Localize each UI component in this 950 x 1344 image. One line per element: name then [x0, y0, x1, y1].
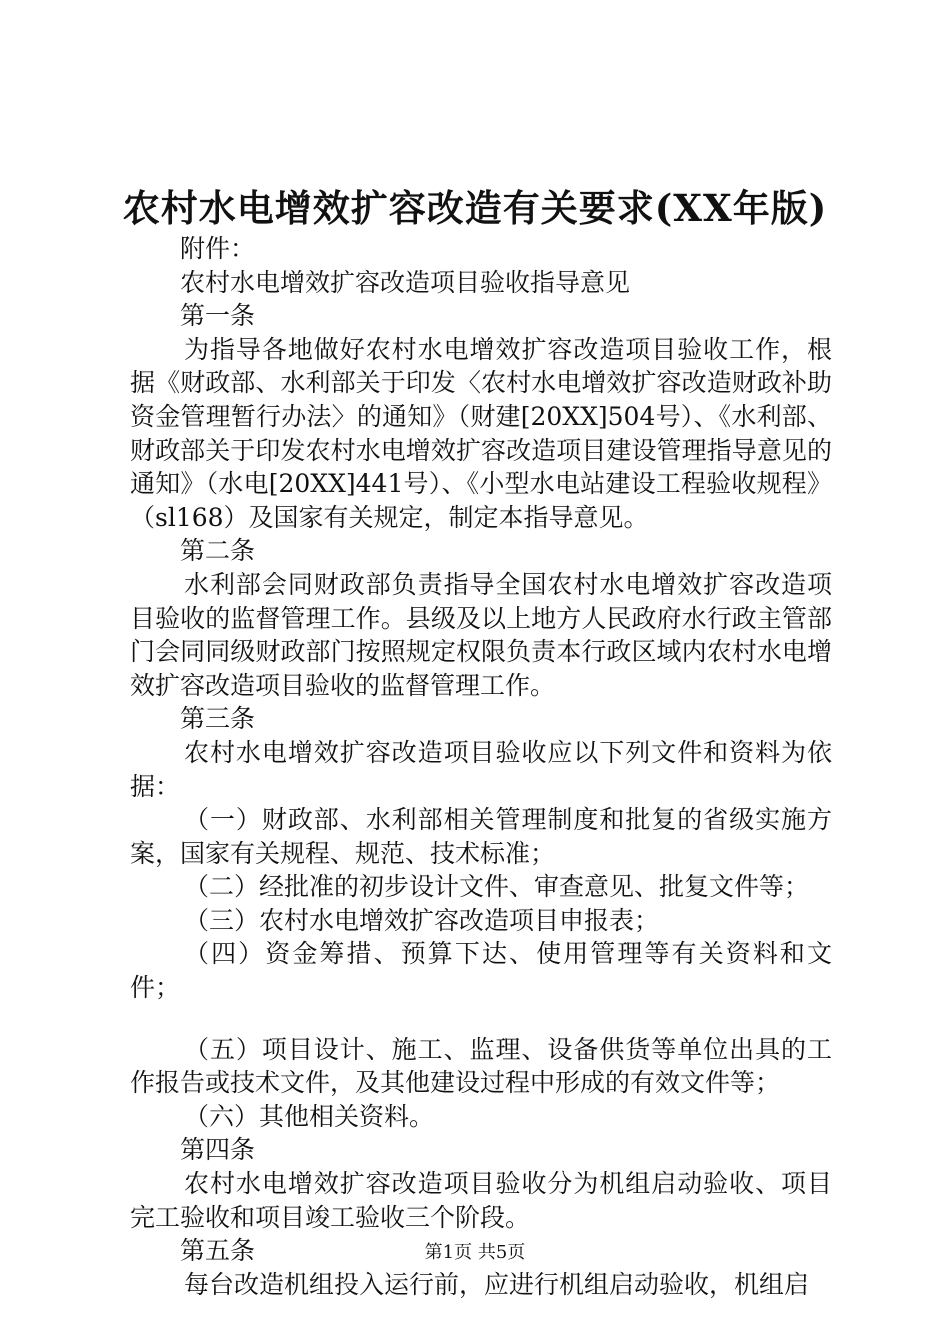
paragraph-article-2: 水利部会同财政部负责指导全国农村水电增效扩容改造项目验收的监督管理工作。县级及以上地方人民政府水行政主管部门会同同级财政部门按照规定权限负责本行政区域内农村水电增效扩容改造项目验收的监督管理工作。 — [130, 569, 832, 700]
paragraph-attachment-label: 附件： — [180, 234, 256, 263]
list-item-5: （五）项目设计、施工、监理、设备供货等单位出具的工作报告或技术文件，及其他建设过程中形成的有效文件等； — [130, 1034, 832, 1098]
article-heading-4: 第四条 — [180, 1135, 256, 1165]
document-body — [130, 232, 832, 1301]
list-item-3: （三）农村水电增效扩容改造项目申报表； — [184, 905, 660, 935]
list-item-1: （一）财政部、水利部相关管理制度和批复的省级实施方案，国家有关规程、规范、技术标准； — [130, 805, 832, 868]
paragraph-article-5: 每台改造机组投入运行前，应进行机组启动验收，机组启 — [184, 1269, 810, 1299]
article-heading-5: 第五条 — [180, 1236, 256, 1266]
paragraph-article-1: 为指导各地做好农村水电增效扩容改造项目验收工作，根据《财政部、水利部关于印发〈农村水电增效扩容改造财政补助资金管理暂行办法〉的通知》（财建[20XX]504号）、《水利部、财政部关于印发农村水电增效扩容改造项目建设管理指导意见的通知》（水电[20XX]441号）、《小型水电站建设工程验收规程》（sl168）及国家有关规定，制定本指导意见。 — [130, 334, 832, 532]
list-item-4: （四）资金筹措、预算下达、使用管理等有关资料和文件； — [130, 939, 832, 1003]
paragraph-article-3: 农村水电增效扩容改造项目验收应以下列文件和资料为依据： — [130, 737, 832, 801]
list-item-6: （六）其他相关资料。 — [184, 1101, 435, 1131]
list-item-2: （二）经批准的初步设计文件、审查意见、批复文件等； — [184, 872, 810, 902]
paragraph-article-4: 农村水电增效扩容改造项目验收分为机组启动验收、项目完工验收和项目竣工验收三个阶段。 — [130, 1169, 832, 1232]
paragraph-subtitle: 农村水电增效扩容改造项目验收指导意见 — [180, 267, 631, 297]
article-heading-3: 第三条 — [180, 704, 256, 734]
page-number-footer: 第1页 共5页 — [424, 1242, 526, 1263]
document-title: 农村水电增效扩容改造有关要求(XX年版) — [122, 186, 828, 230]
article-heading-1: 第一条 — [180, 301, 256, 331]
article-heading-2: 第二条 — [180, 536, 256, 566]
